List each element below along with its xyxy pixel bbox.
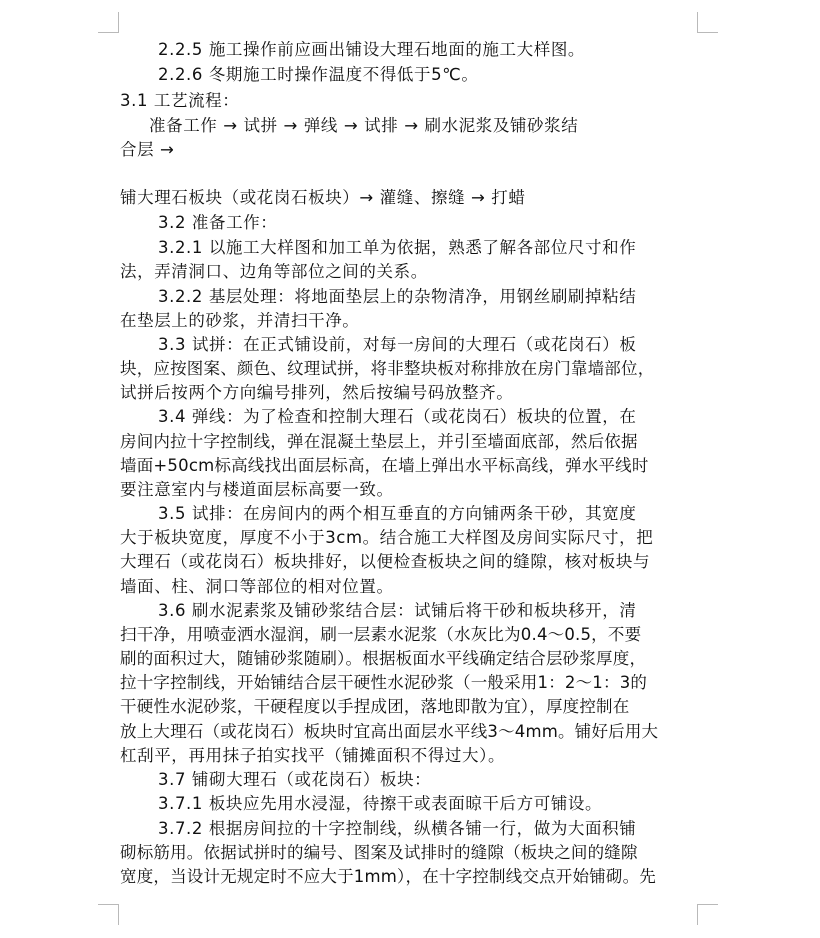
text-line: 墙面、柱、洞口等部位的相对位置。 xyxy=(120,577,394,596)
text-line: 3.7.2 根据房间拉的十字控制线，纵横各铺一行，做为大面积铺 xyxy=(158,819,637,838)
corner-mark-top-right xyxy=(697,12,718,33)
text-line: 2.2.5 施工操作前应画出铺设大理石地面的施工大样图。 xyxy=(158,40,586,59)
corner-mark-bottom-right xyxy=(697,904,718,925)
section-heading: 3.1 工艺流程： xyxy=(120,91,240,110)
corner-mark-bottom-left xyxy=(98,904,119,925)
text-line: 干硬性水泥砂浆，干硬程度以手捏成团，落地即散为宜），厚度控制在 xyxy=(120,697,630,716)
text-line: 在垫层上的砂浆，并清扫干净。 xyxy=(120,311,360,330)
text-line: 3.4 弹线：为了检查和控制大理石（或花岗石）板块的位置，在 xyxy=(158,407,637,426)
text-line: 拉十字控制线，开始铺结合层干硬性水泥砂浆（一般采用1：2～1：3的 xyxy=(120,673,648,692)
text-line: 刷的面积过大，随铺砂浆随刷）。根据板面水平线确定结合层砂浆厚度， xyxy=(120,649,647,668)
text-line: 准备工作 → 试拼 → 弹线 → 试排 → 刷水泥浆及铺砂浆结 xyxy=(149,116,579,135)
text-line: 杠刮平，再用抹子拍实找平（铺摊面积不得过大）。 xyxy=(120,746,506,765)
text-line: 铺大理石板块（或花岗石板块）→ 灌缝、擦缝 → 打蜡 xyxy=(120,188,526,207)
text-line: 大理石（或花岗石）板块排好，以便检查板块之间的缝隙，核对板块与 xyxy=(120,552,651,571)
text-line: 房间内拉十字控制线，弹在混凝土垫层上，并引至墙面底部，然后依据 xyxy=(120,432,638,451)
text-line: 试拼后按两个方向编号排列，然后按编号码放整齐。 xyxy=(120,383,514,402)
text-line: 合层 → xyxy=(120,140,175,159)
text-line: 3.7.1 板块应先用水浸湿，待擦干或表面晾干后方可铺设。 xyxy=(158,794,603,813)
text-line: 3.5 试排：在房间内的两个相互垂直的方向铺两条干砂，其宽度 xyxy=(158,504,637,523)
text-line: 大于板块宽度，厚度不小于3cm。结合施工大样图及房间实际尺寸，把 xyxy=(120,528,654,547)
text-line: 放上大理石（或花岗石）板块时宜高出面层水平线3～4mm。铺好后用大 xyxy=(120,722,659,741)
text-line: 3.6 刷水泥素浆及铺砂浆结合层：试铺后将干砂和板块移开，清 xyxy=(158,601,637,620)
text-line: 3.3 试拼：在正式铺设前，对每一房间的大理石（或花岗石）板 xyxy=(158,335,637,354)
text-line: 墙面+50cm标高线找出面层标高，在墙上弹出水平标高线，弹水平线时 xyxy=(120,456,649,475)
corner-mark-top-left xyxy=(98,12,119,33)
section-heading: 3.7 铺砌大理石（或花岗石）板块： xyxy=(158,770,432,789)
text-line: 扫干净，用喷壶洒水湿润，刷一层素水泥浆（水灰比为0.4～0.5，不要 xyxy=(120,625,642,644)
text-line: 宽度，当设计无规定时不应大于1mm），在十字控制线交点开始铺砌。先 xyxy=(120,867,656,886)
text-line: 3.2.1 以施工大样图和加工单为依据，熟悉了解各部位尺寸和作 xyxy=(158,238,637,257)
text-line: 砌标筋用。依据试拼时的编号、图案及试排时的缝隙（板块之间的缝隙 xyxy=(120,843,638,862)
text-line: 2.2.6 冬期施工时操作温度不得低于5℃。 xyxy=(158,65,479,84)
text-line: 要注意室内与楼道面层标高要一致。 xyxy=(120,480,394,499)
text-line: 块，应按图案、颜色、纹理试拼，将非整块板对称排放在房门靠墙部位， xyxy=(120,359,655,378)
text-line: 法，弄清洞口、边角等部位之间的关系。 xyxy=(120,262,428,281)
section-heading: 3.2 准备工作： xyxy=(158,213,278,232)
text-line: 3.2.2 基层处理：将地面垫层上的杂物清净，用钢丝刷刷掉粘结 xyxy=(158,287,637,306)
